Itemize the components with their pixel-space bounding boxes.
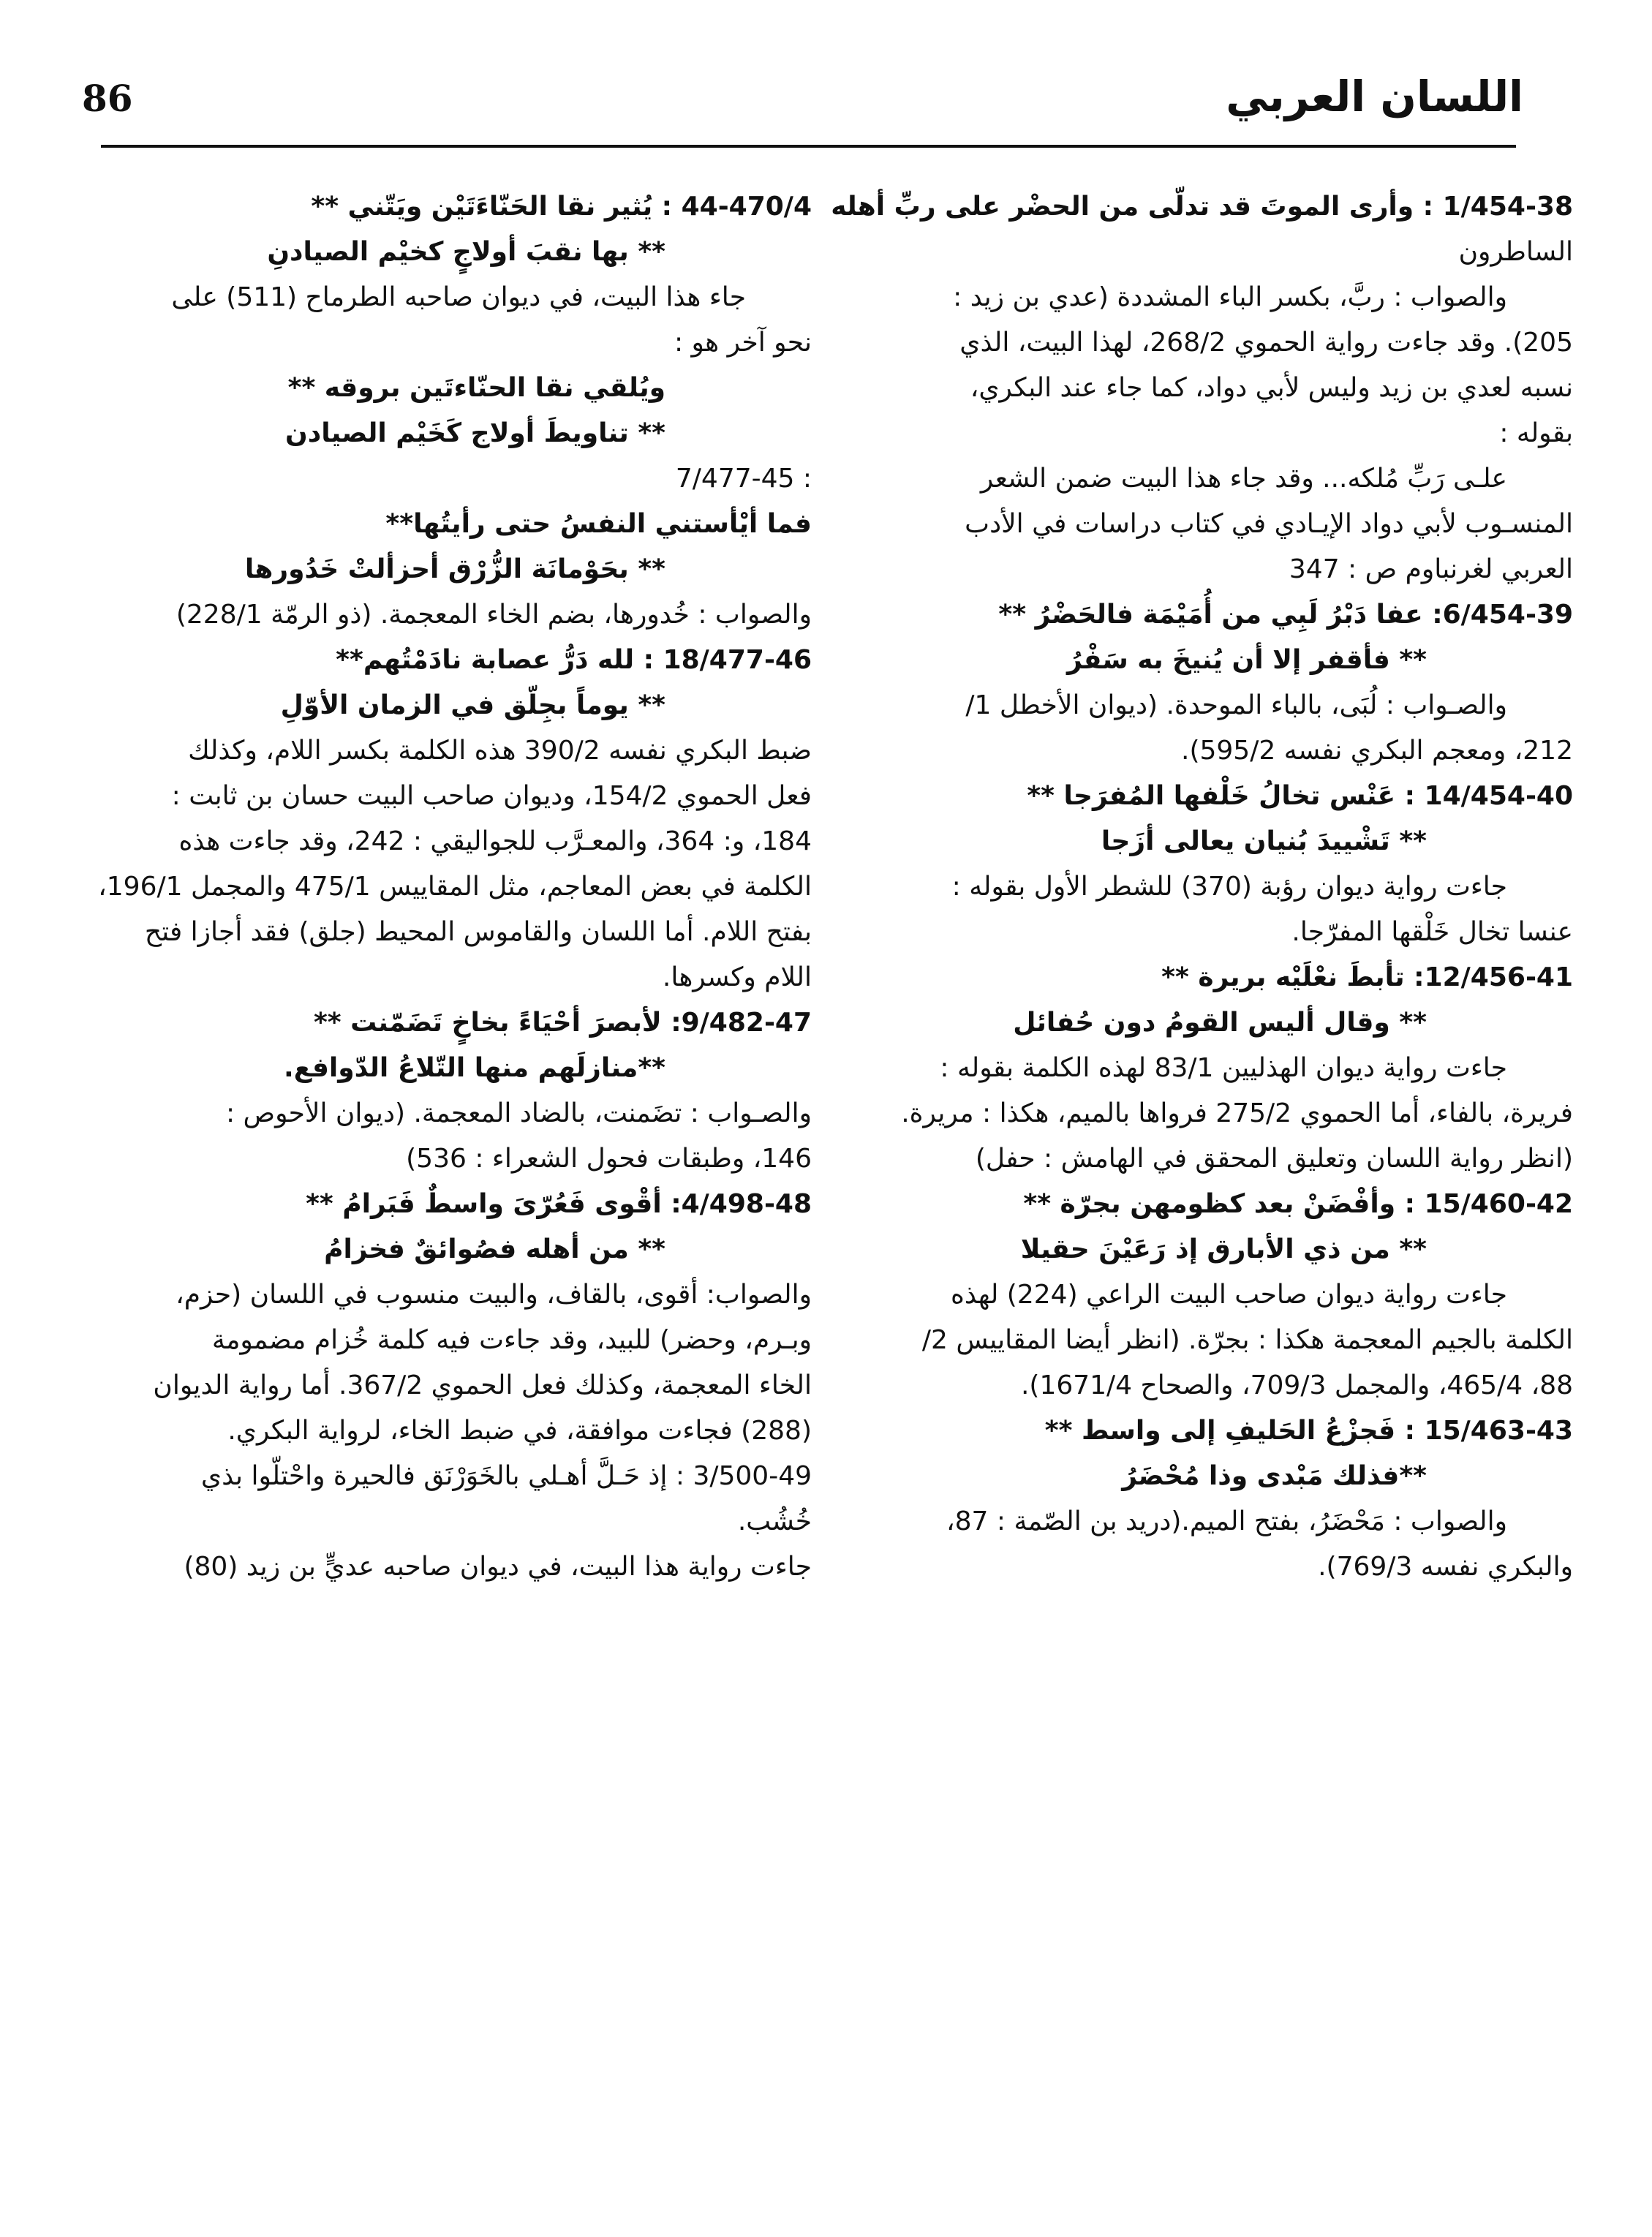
left-column — [80, 189, 812, 1594]
verse-line: ** وقال أليس القومُ دون حُفائل — [1013, 1008, 1427, 1038]
text-line: جاءت رواية ديوان صاحب البيت الراعي (224) لهذه — [951, 1280, 1507, 1310]
text-line: جاءت رواية ديوان رؤبة (370) للشطر الأول بقوله : — [951, 872, 1507, 902]
verse-line: 6/454-39: عفا دَبْرُ لَبِي من أُمَيْمَة فالحَضْرُ ** — [998, 600, 1573, 630]
verse-line: ** فأقفر إلا أن يُنيخَ به سَفْرُ — [1067, 645, 1427, 675]
verse-line: ** يوماً بجِلّق في الزمان الأوّلِ — [280, 690, 665, 720]
text-line: والبكري نفسه 769/3). — [1318, 1552, 1573, 1582]
text-line: الكلمة في بعض المعاجم، مثل المقاييس 475/1 والمجمل 196/1، — [98, 872, 812, 902]
text-line: اللام وكسرها. — [662, 962, 812, 992]
text-line: جاءت رواية ديوان الهذليين 83/1 لهذه الكلمة بقوله : — [940, 1053, 1507, 1083]
text-line: والصـواب : لُبَى، بالباء الموحدة. (ديوان الأخطل 1/ — [965, 690, 1507, 720]
verse-line: فما أيْأستني النفسُ حتى رأيتُها** — [385, 509, 812, 539]
verse-line: ** من ذي الأبارق إذ رَعَيْنَ حقيلا — [1020, 1234, 1427, 1264]
verse-line: 15/463-43 : فَجزْعُ الحَليفِ إلى واسط ** — [1044, 1416, 1573, 1446]
text-line: 3/500-49 : إذ حَـلَّ أهـلي بالخَوَرْنَق فالحيرة واحْتلّوا بذي — [200, 1461, 812, 1491]
verse-line: ** من أهله فصُوائقٌ فخزامُ — [324, 1234, 665, 1264]
text-line: (انظر رواية اللسان وتعليق المحقق في الهامش : حفل) — [975, 1144, 1573, 1174]
text-line: وبـرم، وحضر) للبيد، وقد جاءت فيه كلمة خُزام مضمومة — [211, 1325, 812, 1355]
text-line: عنسا تخال خَلْقها المفرّجا. — [1291, 917, 1573, 947]
magazine-title: اللسان العربي — [1226, 72, 1523, 121]
verse-line: 15/460-42 : وأفْضَنْ بعد كظومهن بجرّة ** — [1023, 1189, 1573, 1219]
header-rule — [101, 145, 1516, 148]
text-line: بفتح اللام. أما اللسان والقاموس المحيط (جلق) فقد أجازا فتح — [144, 917, 812, 947]
verse-line: ** تناويطَ أولاج كَخَيْم الصيادن — [285, 418, 665, 448]
text-line: والصـواب : تضَمنت، بالضاد المعجمة. (ديوان الأحوص : — [225, 1098, 812, 1128]
text-line: العربي لغرنباوم ص : 347 — [1289, 554, 1573, 584]
verse-line: 12/456-41: تأبطَ نعْلَيْه بريرة ** — [1161, 962, 1573, 992]
text-line: علـى رَبِّ مُلكه... وقد جاء هذا البيت ضمن الشعر — [980, 464, 1507, 494]
text-line: والصواب : خُدورها، بضم الخاء المعجمة. (ذو الرمّة 228/1) — [176, 600, 812, 630]
verse-line: ** بحَوْمانَة الزُّرْق أحزألتْ خَدُورها — [244, 554, 665, 584]
verse-line: 18/477-46 : لله دَرُّ عصابة نادَمْتُهم** — [336, 645, 812, 675]
text-line: 184، و: 364، والمعـرَّب للجواليقي : 242، وقد جاءت هذه — [178, 826, 812, 856]
text-line: نحو آخر هو : — [674, 328, 812, 358]
verse-line: ويُلقي نقا الحنّاءتَين بروقه ** — [287, 373, 665, 403]
right-column — [831, 189, 1573, 1594]
text-line: جاء هذا البيت، في ديوان صاحبه الطرماح (511) على — [171, 282, 746, 312]
verse-line: 9/482-47: لأبصرَ أحْيَاءً بخاخٍ تَضَمّنت ** — [313, 1008, 812, 1038]
verse-line: ** بها نقبَ أولاجٍ كخيْم الصيادنِ — [267, 237, 665, 267]
text-line: والصواب : مَحْضَرُ، بفتح الميم.(دريد بن الصّمة : 87، — [946, 1506, 1507, 1536]
text-line: ضبط البكري نفسه 390/2 هذه الكلمة بكسر اللام، وكذلك — [188, 736, 812, 766]
page-number: 86 — [82, 77, 133, 120]
text-line: والصواب: أقوى، بالقاف، والبيت منسوب في اللسان (حزم، — [176, 1280, 812, 1310]
text-line: نسبه لعدي بن زيد وليس لأبي دواد، كما جاء عند البكري، — [970, 373, 1573, 403]
verse-line: 14/454-40 : عَنْس تخالُ خَلْفها المُفرَجا ** — [1027, 781, 1573, 811]
text-line: 205). وقد جاءت رواية الحموي 268/2، لهذا البيت، الذي — [959, 328, 1573, 358]
verse-line: **منازلَهم منها التّلاعُ الدّوافع. — [284, 1053, 665, 1083]
text-line: بقوله : — [1499, 418, 1573, 448]
verse-line: 44-470/4 : يُثير نقا الحَنّاءَتَيْن ويَتّني ** — [311, 192, 812, 222]
text-line: الكلمة بالجيم المعجمة هكذا : بجرّة. (انظر أيضا المقاييس 2/ — [921, 1325, 1573, 1355]
text-line: المنسـوب لأبي دواد الإيـادي في كتاب دراسات في الأدب — [965, 509, 1573, 539]
text-line: الخاء المعجمة، وكذلك فعل الحموي 367/2. أما رواية الديوان — [153, 1370, 812, 1400]
text-line: 7/477-45 : — [675, 464, 812, 494]
verse-line: ** تَشْييدَ بُنيان يعالى أزَجا — [1101, 826, 1427, 856]
verse-line: 4/498-48: أقْوى فَعُرّىَ واسطٌ فَبَرامُ ** — [306, 1189, 812, 1219]
verse-line: 1/454-38 : وأرى الموتَ قد تدلّى من الحضْر على ربِّ أهله — [831, 192, 1573, 222]
text-line: فريرة، بالفاء، أما الحموي 275/2 فرواها بالميم، هكذا : مريرة. — [901, 1098, 1573, 1128]
text-line: 212، ومعجم البكري نفسه 595/2). — [1181, 736, 1573, 766]
text-line: خُشُب. — [737, 1506, 812, 1536]
verse-line: **فذلك مَبْدى وذا مُحْضَرُ — [1122, 1461, 1427, 1491]
text-line: فعل الحموي 154/2، وديوان صاحب البيت حسان بن ثابت : — [171, 781, 812, 811]
text-line: (288) فجاءت موافقة، في ضبط الخاء، لرواية البكري. — [227, 1416, 812, 1446]
text-line: 88، 465/4، والمجمل 709/3، والصحاح 1671/4). — [1020, 1370, 1573, 1400]
text-line: والصواب : ربَّ، بكسر الباء المشددة (عدي بن زيد : — [953, 282, 1507, 312]
text-line: جاءت رواية هذا البيت، في ديوان صاحبه عديٍّ بن زيد (80) — [184, 1552, 812, 1582]
text-line: الساطرون — [1458, 237, 1573, 267]
text-line: 146، وطبقات فحول الشعراء : 536) — [406, 1144, 812, 1174]
